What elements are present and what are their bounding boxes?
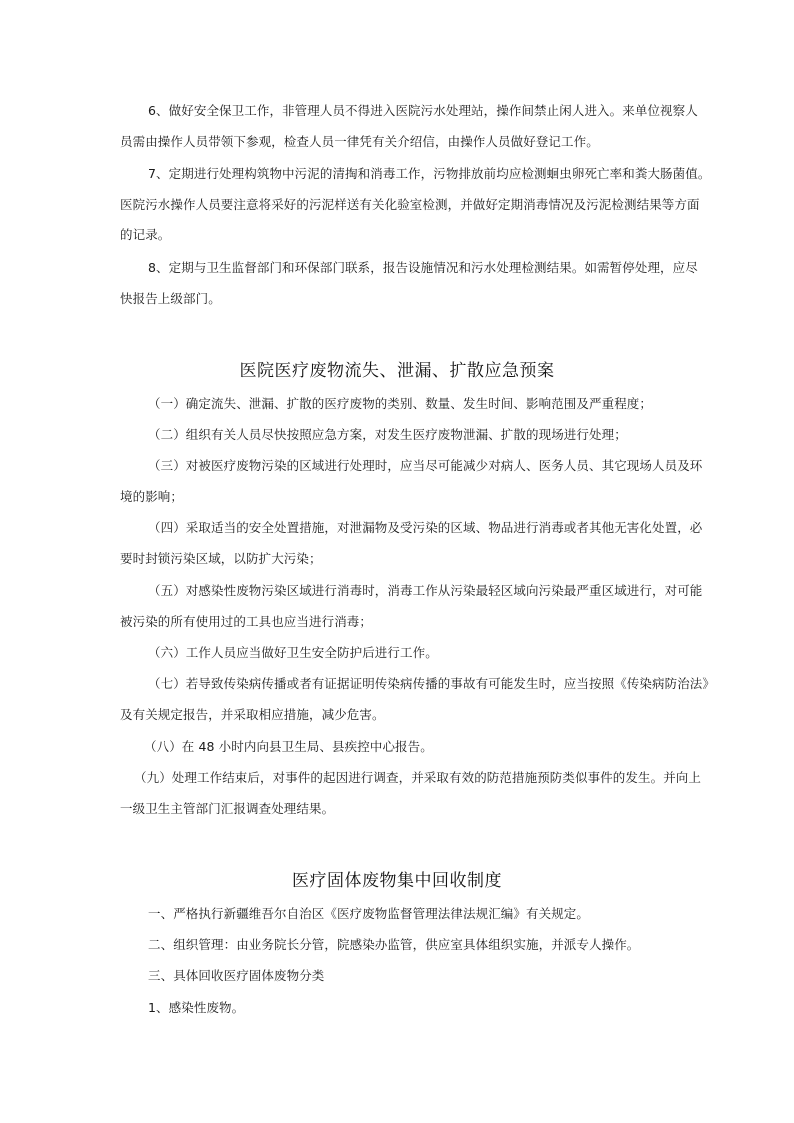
- collection-item-1: [120, 899, 589, 930]
- text-line: （一）确定流失、泄漏、扩散的医疗废物的类别、数量、发生时间、影响范围及严重程度；: [148, 396, 653, 411]
- text-line: 境的影响；: [120, 488, 184, 504]
- text-line: 员需由操作人员带领下参观，检查人员一律凭有关介绍信，由操作人员做好登记工作。: [120, 133, 599, 149]
- text-line: 二、组织管理：由业务院长分管，院感染办监管，供应室具体组织实施，并派专人操作。: [148, 937, 640, 952]
- section-title-waste-collection: 医疗固体废物集中回收制度: [292, 871, 502, 891]
- text-line: 医院污水操作人员要注意将采好的污泥样送有关化验室检测，并做好定期消毒情况及污泥检测结果等方面: [120, 196, 700, 212]
- paragraph-item-6: [120, 96, 698, 157]
- paragraph-item-7: [120, 159, 710, 251]
- emergency-item-8: [120, 732, 433, 763]
- section-title-emergency-plan: 医院医疗废物流失、泄漏、扩散应急预案: [239, 361, 555, 381]
- text-line: 1、感染性废物。: [148, 1000, 245, 1015]
- emergency-item-6: [120, 638, 438, 669]
- text-line: 7、定期进行处理构筑物中污泥的清掏和消毒工作，污物排放前均应检测蛔虫卵死亡率和粪大肠菌值。: [148, 166, 711, 181]
- text-line: （二）组织有关人员尽快按照应急方案，对发生医疗废物泄漏、扩散的现场进行处理；: [148, 427, 627, 442]
- text-line: 快报告上级部门。: [120, 290, 221, 306]
- text-line: （九）处理工作结束后，对事件的起因进行调查，并采取有效的防范措施预防类似事件的发生。并向上: [134, 770, 702, 785]
- collection-item-4: [120, 993, 244, 1024]
- emergency-item-1: [120, 389, 652, 420]
- text-line: 要时封锁污染区域，以防扩大污染；: [120, 550, 322, 566]
- emergency-item-9: [120, 763, 701, 824]
- emergency-item-2: [120, 420, 627, 451]
- emergency-item-5: [120, 576, 702, 637]
- text-line: 的记录。: [120, 227, 171, 242]
- text-line: 6、做好安全保卫工作，非管理人员不得进入医院污水处理站，操作间禁止闲人进入。来单位视察人: [148, 103, 698, 118]
- text-line: （六）工作人员应当做好卫生安全防护后进行工作。: [148, 645, 438, 660]
- collection-item-3: [120, 961, 324, 992]
- text-line: （四）采取适当的安全处置措施，对泄漏物及受污染的区域、物品进行消毒或者其他无害化处置，必: [148, 520, 703, 535]
- emergency-item-4: [120, 513, 702, 574]
- text-line: 8、定期与卫生监督部门和环保部门联系，报告设施情况和污水处理检测结果。如需暂停处理，应尽: [148, 260, 698, 275]
- text-line: 一级卫生主管部门汇报调查处理结果。: [120, 800, 335, 816]
- emergency-item-3: [120, 451, 702, 512]
- text-line: （三）对被医疗废物污染的区域进行处理时，应当尽可能减少对病人、医务人员、其它现场人员及环: [148, 458, 703, 473]
- text-line: （八）在 48 小时内向县卫生局、县疾控中心报告。: [144, 739, 433, 754]
- text-line: （五）对感染性废物污染区域进行消毒时，消毒工作从污染最轻区域向污染最严重区域进行，对可能: [148, 583, 703, 598]
- text-line: （七）若导致传染病传播或者有证据证明传染病传播的事故有可能发生时，应当按照《传染病防治法》: [148, 676, 716, 691]
- text-line: 被污染的所有使用过的工具也应当进行消毒；: [120, 613, 373, 629]
- collection-item-2: [120, 930, 639, 961]
- emergency-item-7: [120, 669, 715, 730]
- paragraph-item-8: [120, 253, 698, 314]
- text-line: 三、具体回收医疗固体废物分类: [148, 968, 325, 983]
- text-line: 及有关规定报告，并采取相应措施，减少危害。: [120, 706, 385, 722]
- text-line: 一、严格执行新疆维吾尔自治区《医疗废物监督管理法律法规汇编》有关规定。: [148, 906, 590, 921]
